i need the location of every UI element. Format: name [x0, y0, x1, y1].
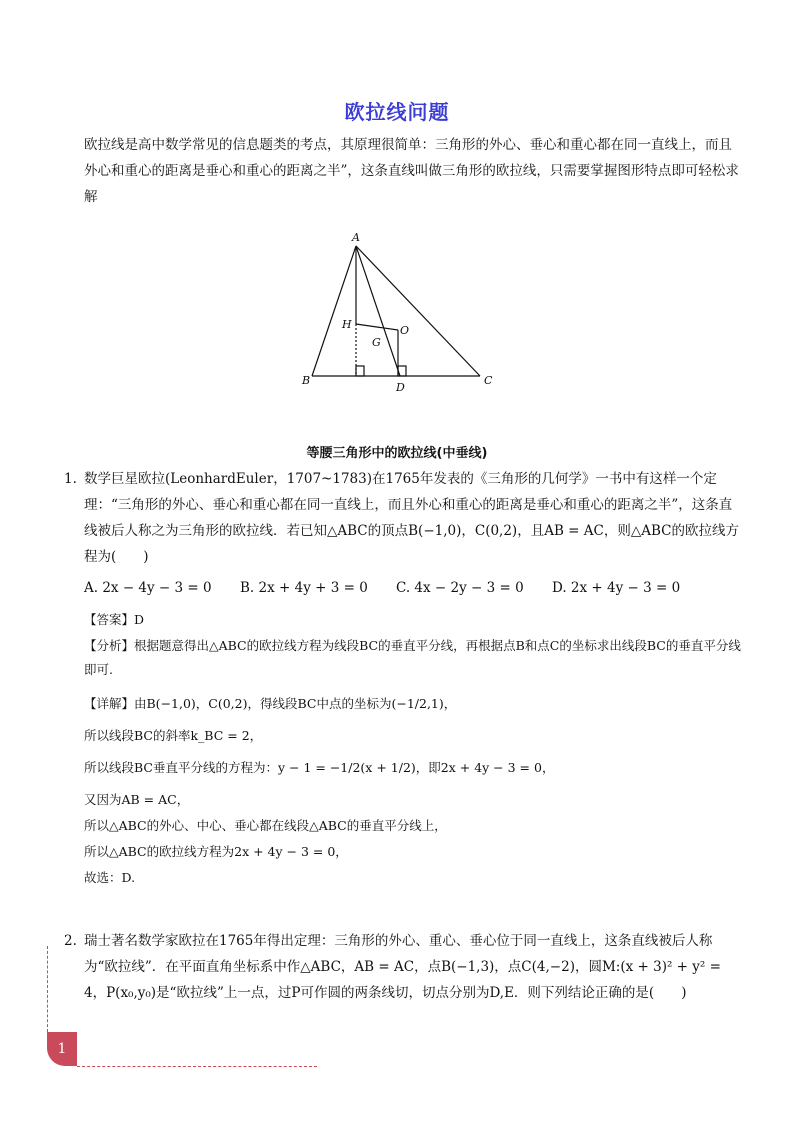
detail-line: 所以线段BC的斜率k_BC = 2， — [84, 728, 263, 743]
answer: 【答案】D — [84, 612, 145, 627]
section-subtitle: 等腰三角形中的欧拉线(中垂线) — [306, 446, 488, 461]
detail-line: 故选：D. — [84, 870, 136, 885]
option-b: B. 2x + 4y + 3 = 0 — [240, 580, 368, 596]
page-title: 欧拉线问题 — [344, 100, 450, 124]
detail-line: 所以线段BC垂直平分线的方程为：y − 1 = −1/2(x + 1/2)，即2x + 4y − 3 = 0， — [84, 760, 555, 775]
euler-line-figure — [290, 226, 510, 396]
question-number: 1. — [64, 471, 77, 487]
option-a: A. 2x − 4y − 3 = 0 — [84, 580, 212, 596]
question-number: 2. — [64, 933, 77, 949]
question-stem: 数学巨星欧拉(LeonhardEuler，1707~1783)在1765年发表的《三角形的几何学》一书中有这样一个定理：“三角形的外心、垂心和重心都在同一直线上，而且外心和重心的距离是垂心和重心的距离之半”，这条直线被后人称之为三角形的欧拉线．若已知△ABC的顶点B(−1,0)，C(0,2)，且AB = AC，则△ABC的欧拉线方程为( ) — [84, 471, 739, 565]
detail-line: 又因为AB = AC， — [84, 792, 190, 807]
label-a: A — [352, 231, 360, 244]
question-stem: 瑞士著名数学家欧拉在1765年得出定理：三角形的外心、重心、垂心位于同一直线上，这条直线被后人称为“欧拉线”．在平面直角坐标系中作△ABC，AB = AC，点B(−1,3)，点C(4,−2)，圆M:(x + 3)² + y² = 4，P(x₀,y₀)是“欧拉线”上一点，过P可作圆的两条线切，切点分别为D,E．则下列结论正确的是( ) — [84, 933, 721, 1001]
option-c: C. 4x − 2y − 3 = 0 — [396, 580, 524, 596]
median-ad — [356, 246, 400, 376]
side-ac — [356, 246, 480, 376]
detail-line: 所以△ABC的欧拉线方程为2x + 4y − 3 = 0， — [84, 844, 348, 859]
label-d: D — [396, 381, 405, 394]
page-decoration-vertical — [47, 946, 48, 1032]
detail-line: 所以△ABC的外心、中心、垂心都在线段△ABC的垂直平分线上， — [84, 818, 447, 833]
analysis: 【分析】根据题意得出△ABC的欧拉线方程为线段BC的垂直平分线，再根据点B和点C的坐标求出线段BC的垂直平分线即可. — [84, 638, 741, 677]
label-g: G — [372, 336, 381, 349]
right-angle-mark-1 — [356, 366, 364, 376]
option-d: D. 2x + 4y − 3 = 0 — [552, 580, 681, 596]
detail-line: 【详解】由B(−1,0)，C(0,2)，得线段BC中点的坐标为(−1/2,1)， — [84, 696, 457, 711]
question-1 — [64, 466, 744, 570]
page-number: 1 — [47, 1032, 77, 1066]
label-c: C — [484, 374, 493, 387]
label-b: B — [302, 374, 311, 387]
label-h: H — [342, 318, 352, 331]
label-o: O — [400, 324, 410, 337]
side-ab — [312, 246, 356, 376]
euler-segment — [356, 324, 398, 330]
intro-paragraph: 欧拉线是高中数学常见的信息题类的考点，其原理很简单：三角形的外心、垂心和重心都在同一直线上，而且外心和重心的距离是垂心和重心的距离之半”，这条直线叫做三角形的欧拉线，只需要掌握图形特点即可轻松求解 — [84, 137, 739, 205]
question-2 — [64, 928, 744, 1006]
page-decoration-horizontal — [77, 1066, 317, 1067]
